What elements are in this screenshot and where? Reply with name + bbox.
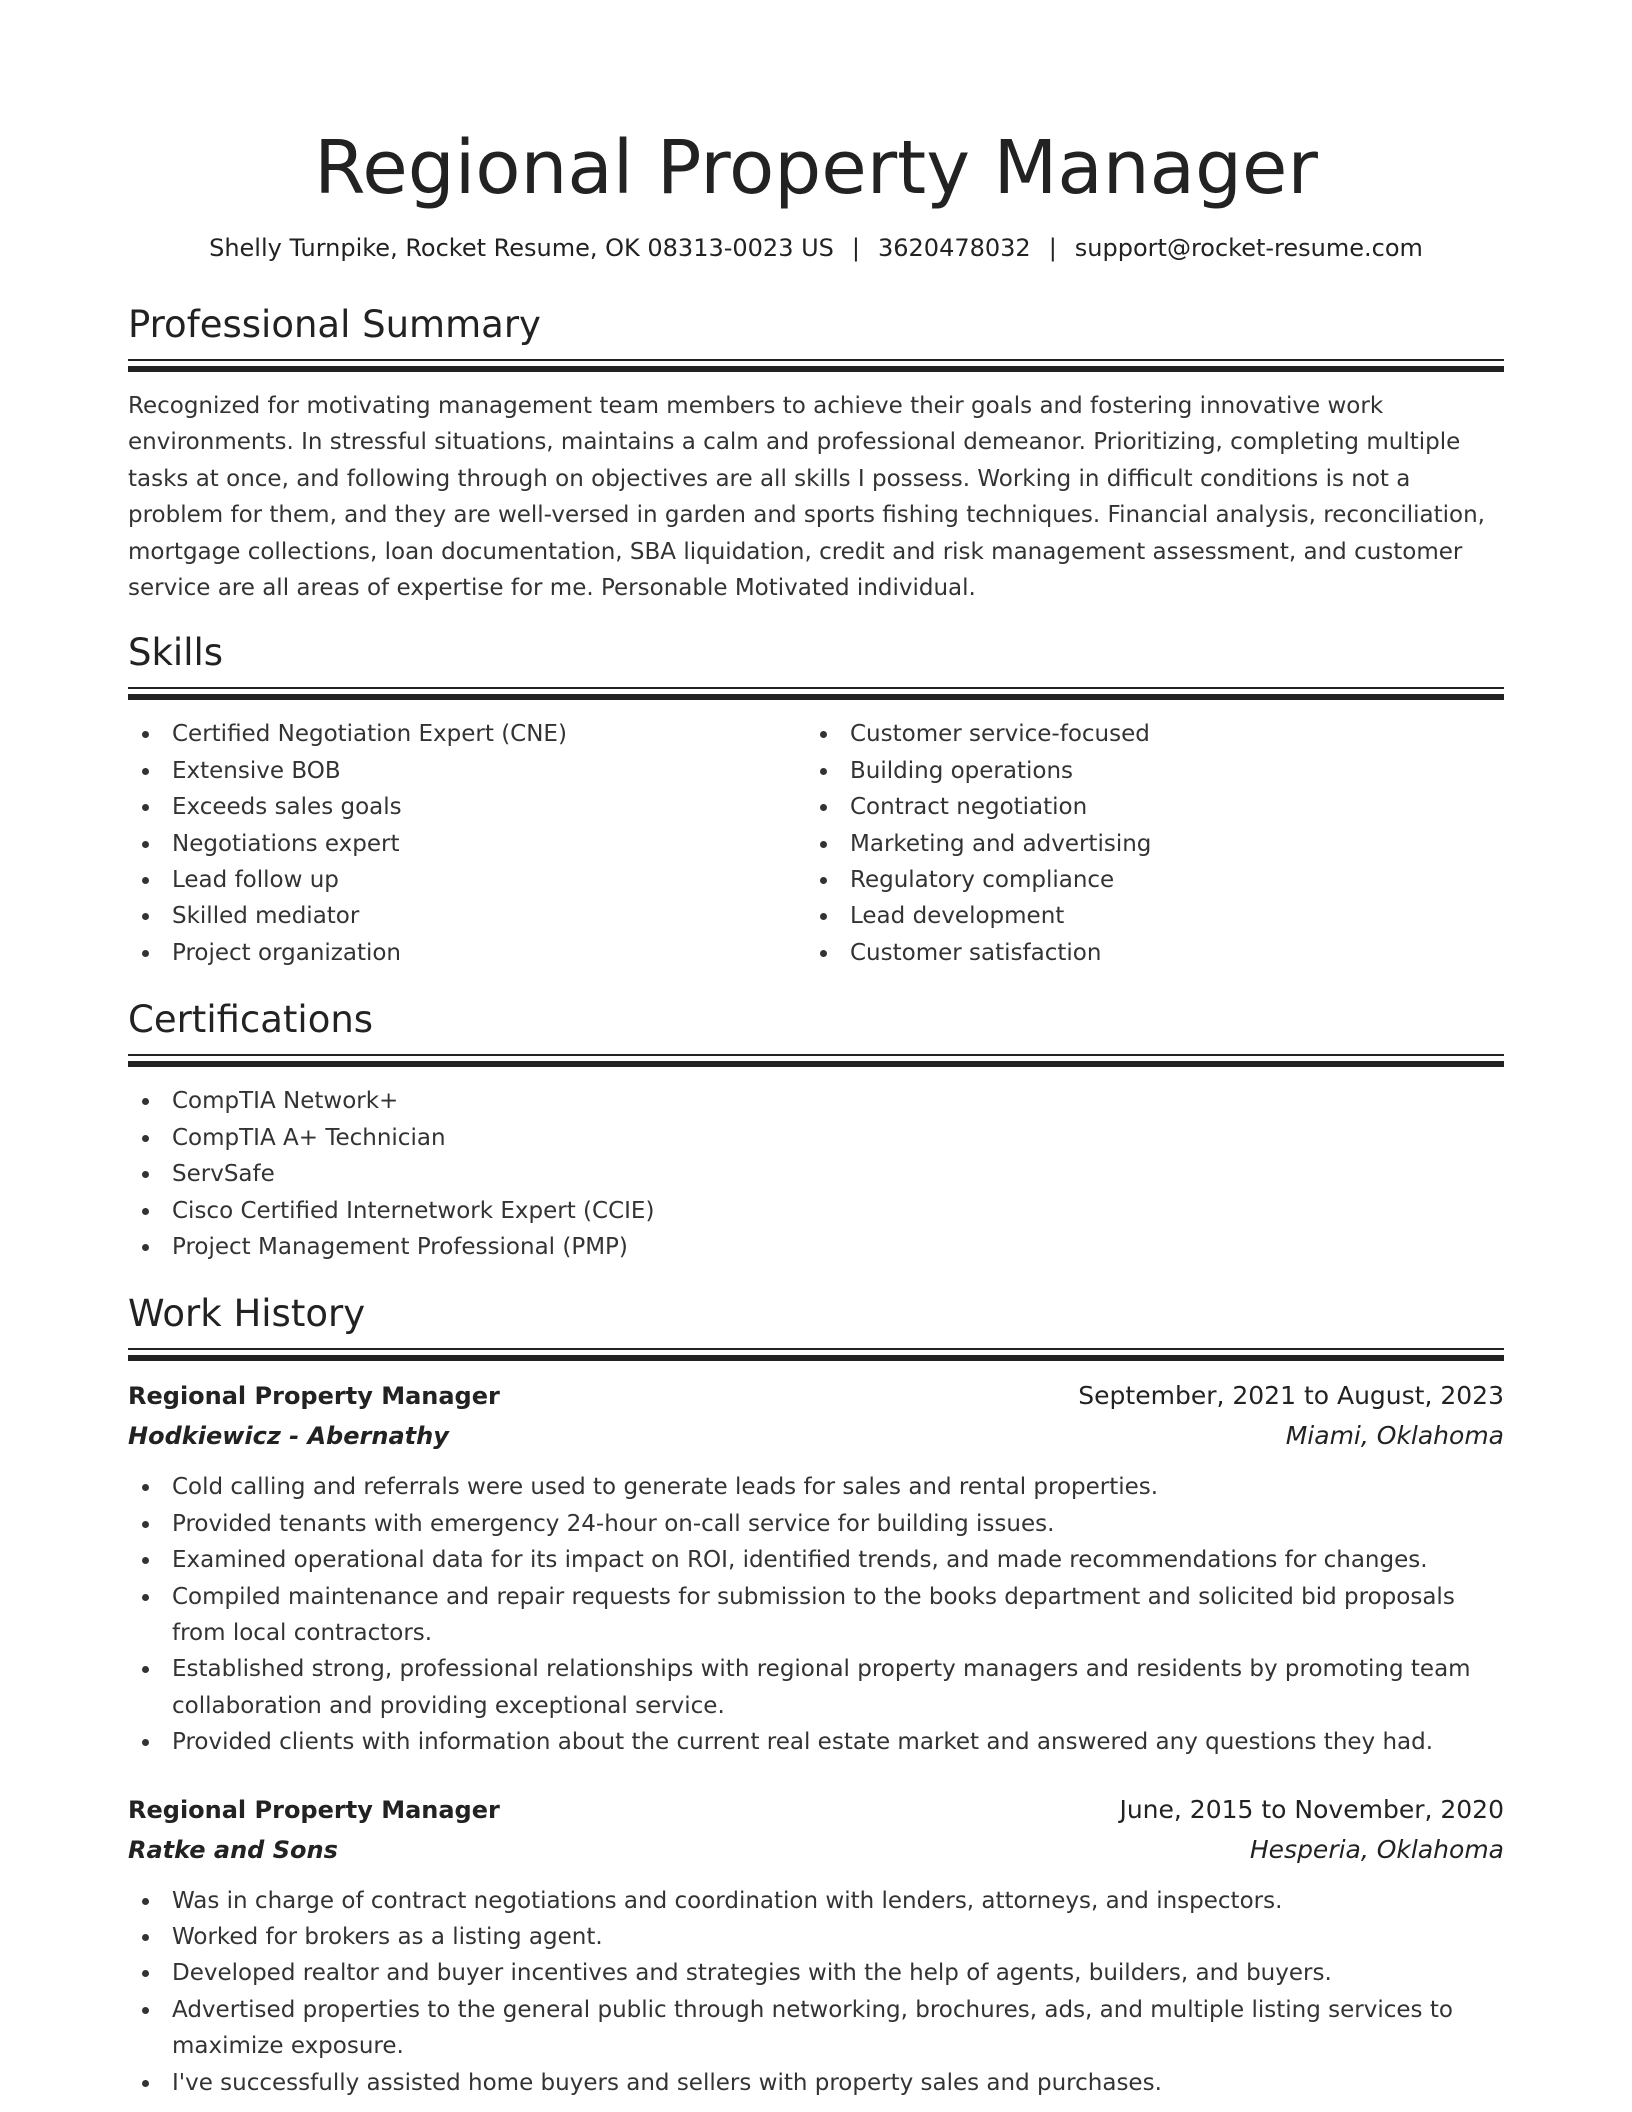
skill-item: Certified Negotiation Expert (CNE)	[128, 716, 806, 752]
job-title: Regional Property Manager	[128, 1382, 500, 1411]
skill-item: Building operations	[806, 753, 1484, 789]
section-divider	[128, 359, 1504, 372]
job-duties-list	[128, 1883, 1504, 2101]
certification-item: ServSafe	[128, 1156, 1504, 1192]
contact-separator: |	[851, 234, 860, 262]
section-divider	[128, 1348, 1504, 1361]
work-history-section	[128, 1289, 1504, 2101]
contact-address: Shelly Turnpike, Rocket Resume, OK 08313-0023 US	[209, 234, 834, 262]
contact-email: support@rocket-resume.com	[1074, 234, 1423, 262]
job-duty-item: Developed realtor and buyer incentives and strategies with the help of agents, builders, and buyers.	[128, 1955, 1504, 1991]
section-divider	[128, 1054, 1504, 1067]
job-duty-item: Cold calling and referrals were used to generate leads for sales and rental properties.	[128, 1469, 1504, 1505]
job-entry	[128, 1377, 1504, 1760]
certification-item: CompTIA A+ Technician	[128, 1120, 1504, 1156]
work-history-heading: Work History	[128, 1292, 366, 1336]
skill-item: Extensive BOB	[128, 753, 806, 789]
skills-section	[128, 628, 1504, 971]
certification-item: Cisco Certified Internetwork Expert (CCIE)	[128, 1193, 1504, 1229]
summary-section	[128, 300, 1504, 606]
contact-line	[128, 230, 1504, 266]
job-dates: September, 2021 to August, 2023	[1078, 1381, 1504, 1411]
skills-grid	[128, 716, 1504, 971]
skill-item: Lead follow up	[128, 862, 806, 898]
job-location: Hesperia, Oklahoma	[1249, 1834, 1504, 1864]
job-duty-item: Established strong, professional relationships with regional property managers and residents by promoting team collaboration and providing exceptional service.	[128, 1651, 1504, 1724]
skill-item: Exceeds sales goals	[128, 789, 806, 825]
skill-item: Regulatory compliance	[806, 862, 1484, 898]
job-duty-item: Provided tenants with emergency 24-hour on-call service for building issues.	[128, 1506, 1504, 1542]
skill-item: Contract negotiation	[806, 789, 1484, 825]
section-divider	[128, 687, 1504, 700]
job-location: Miami, Oklahoma	[1285, 1421, 1504, 1451]
skills-heading: Skills	[128, 631, 224, 675]
job-duty-item: Worked for brokers as a listing agent.	[128, 1919, 1504, 1955]
job-duty-item: Examined operational data for its impact on ROI, identified trends, and made recommendations for changes.	[128, 1542, 1504, 1578]
job-duties-list	[128, 1469, 1504, 1760]
job-company: Hodkiewicz - Abernathy	[128, 1422, 449, 1451]
certifications-section	[128, 995, 1504, 1265]
job-entry	[128, 1791, 1504, 2101]
job-duty-item: I've successfully assisted home buyers and sellers with property sales and purchases.	[128, 2065, 1504, 2101]
summary-heading: Professional Summary	[128, 303, 541, 346]
job-duty-item: Compiled maintenance and repair requests for submission to the books department and solicited bid proposals from local contractors.	[128, 1579, 1504, 1652]
job-duty-item: Was in charge of contract negotiations and coordination with lenders, attorneys, and inspectors.	[128, 1883, 1504, 1919]
certifications-heading: Certifications	[128, 998, 374, 1042]
skill-item: Marketing and advertising	[806, 826, 1484, 862]
skill-item: Customer satisfaction	[806, 935, 1484, 971]
job-duty-item: Advertised properties to the general public through networking, brochures, ads, and multiple listing services to maximize exposure.	[128, 1992, 1504, 2065]
contact-phone: 3620478032	[878, 234, 1031, 262]
certifications-list	[128, 1083, 1504, 1265]
summary-text: Recognized for motivating management team members to achieve their goals and fostering innovative work environments. In stressful situations, maintains a calm and professional demeanor. Prioritizing, completing multiple tasks at once, and following through on objectives are all skills I possess. Working in difficult conditions is not a problem for them, and they are well-versed in garden and sports fishing techniques. Financial analysis, reconciliation, mortgage collections, loan documentation, SBA liquidation, credit and risk management assessment, and customer service are all areas of expertise for me. Personable Motivated individual.	[128, 393, 1485, 602]
certification-item: CompTIA Network+	[128, 1083, 1504, 1119]
skill-item: Skilled mediator	[128, 898, 806, 934]
job-title: Regional Property Manager	[128, 1795, 500, 1824]
skills-list-right	[806, 716, 1484, 971]
skill-item: Project organization	[128, 935, 806, 971]
contact-separator: |	[1048, 234, 1057, 262]
skills-list-left	[128, 716, 806, 971]
resume-title: Regional Property Manager	[314, 125, 1318, 211]
skill-item: Customer service-focused	[806, 716, 1484, 752]
job-dates: June, 2015 to November, 2020	[1119, 1794, 1504, 1824]
resume-page	[128, 0, 1504, 2101]
job-company: Ratke and Sons	[128, 1835, 338, 1864]
certification-item: Project Management Professional (PMP)	[128, 1229, 1504, 1265]
skill-item: Negotiations expert	[128, 826, 806, 862]
skill-item: Lead development	[806, 898, 1484, 934]
job-duty-item: Provided clients with information about the current real estate market and answered any questions they had.	[128, 1724, 1504, 1760]
